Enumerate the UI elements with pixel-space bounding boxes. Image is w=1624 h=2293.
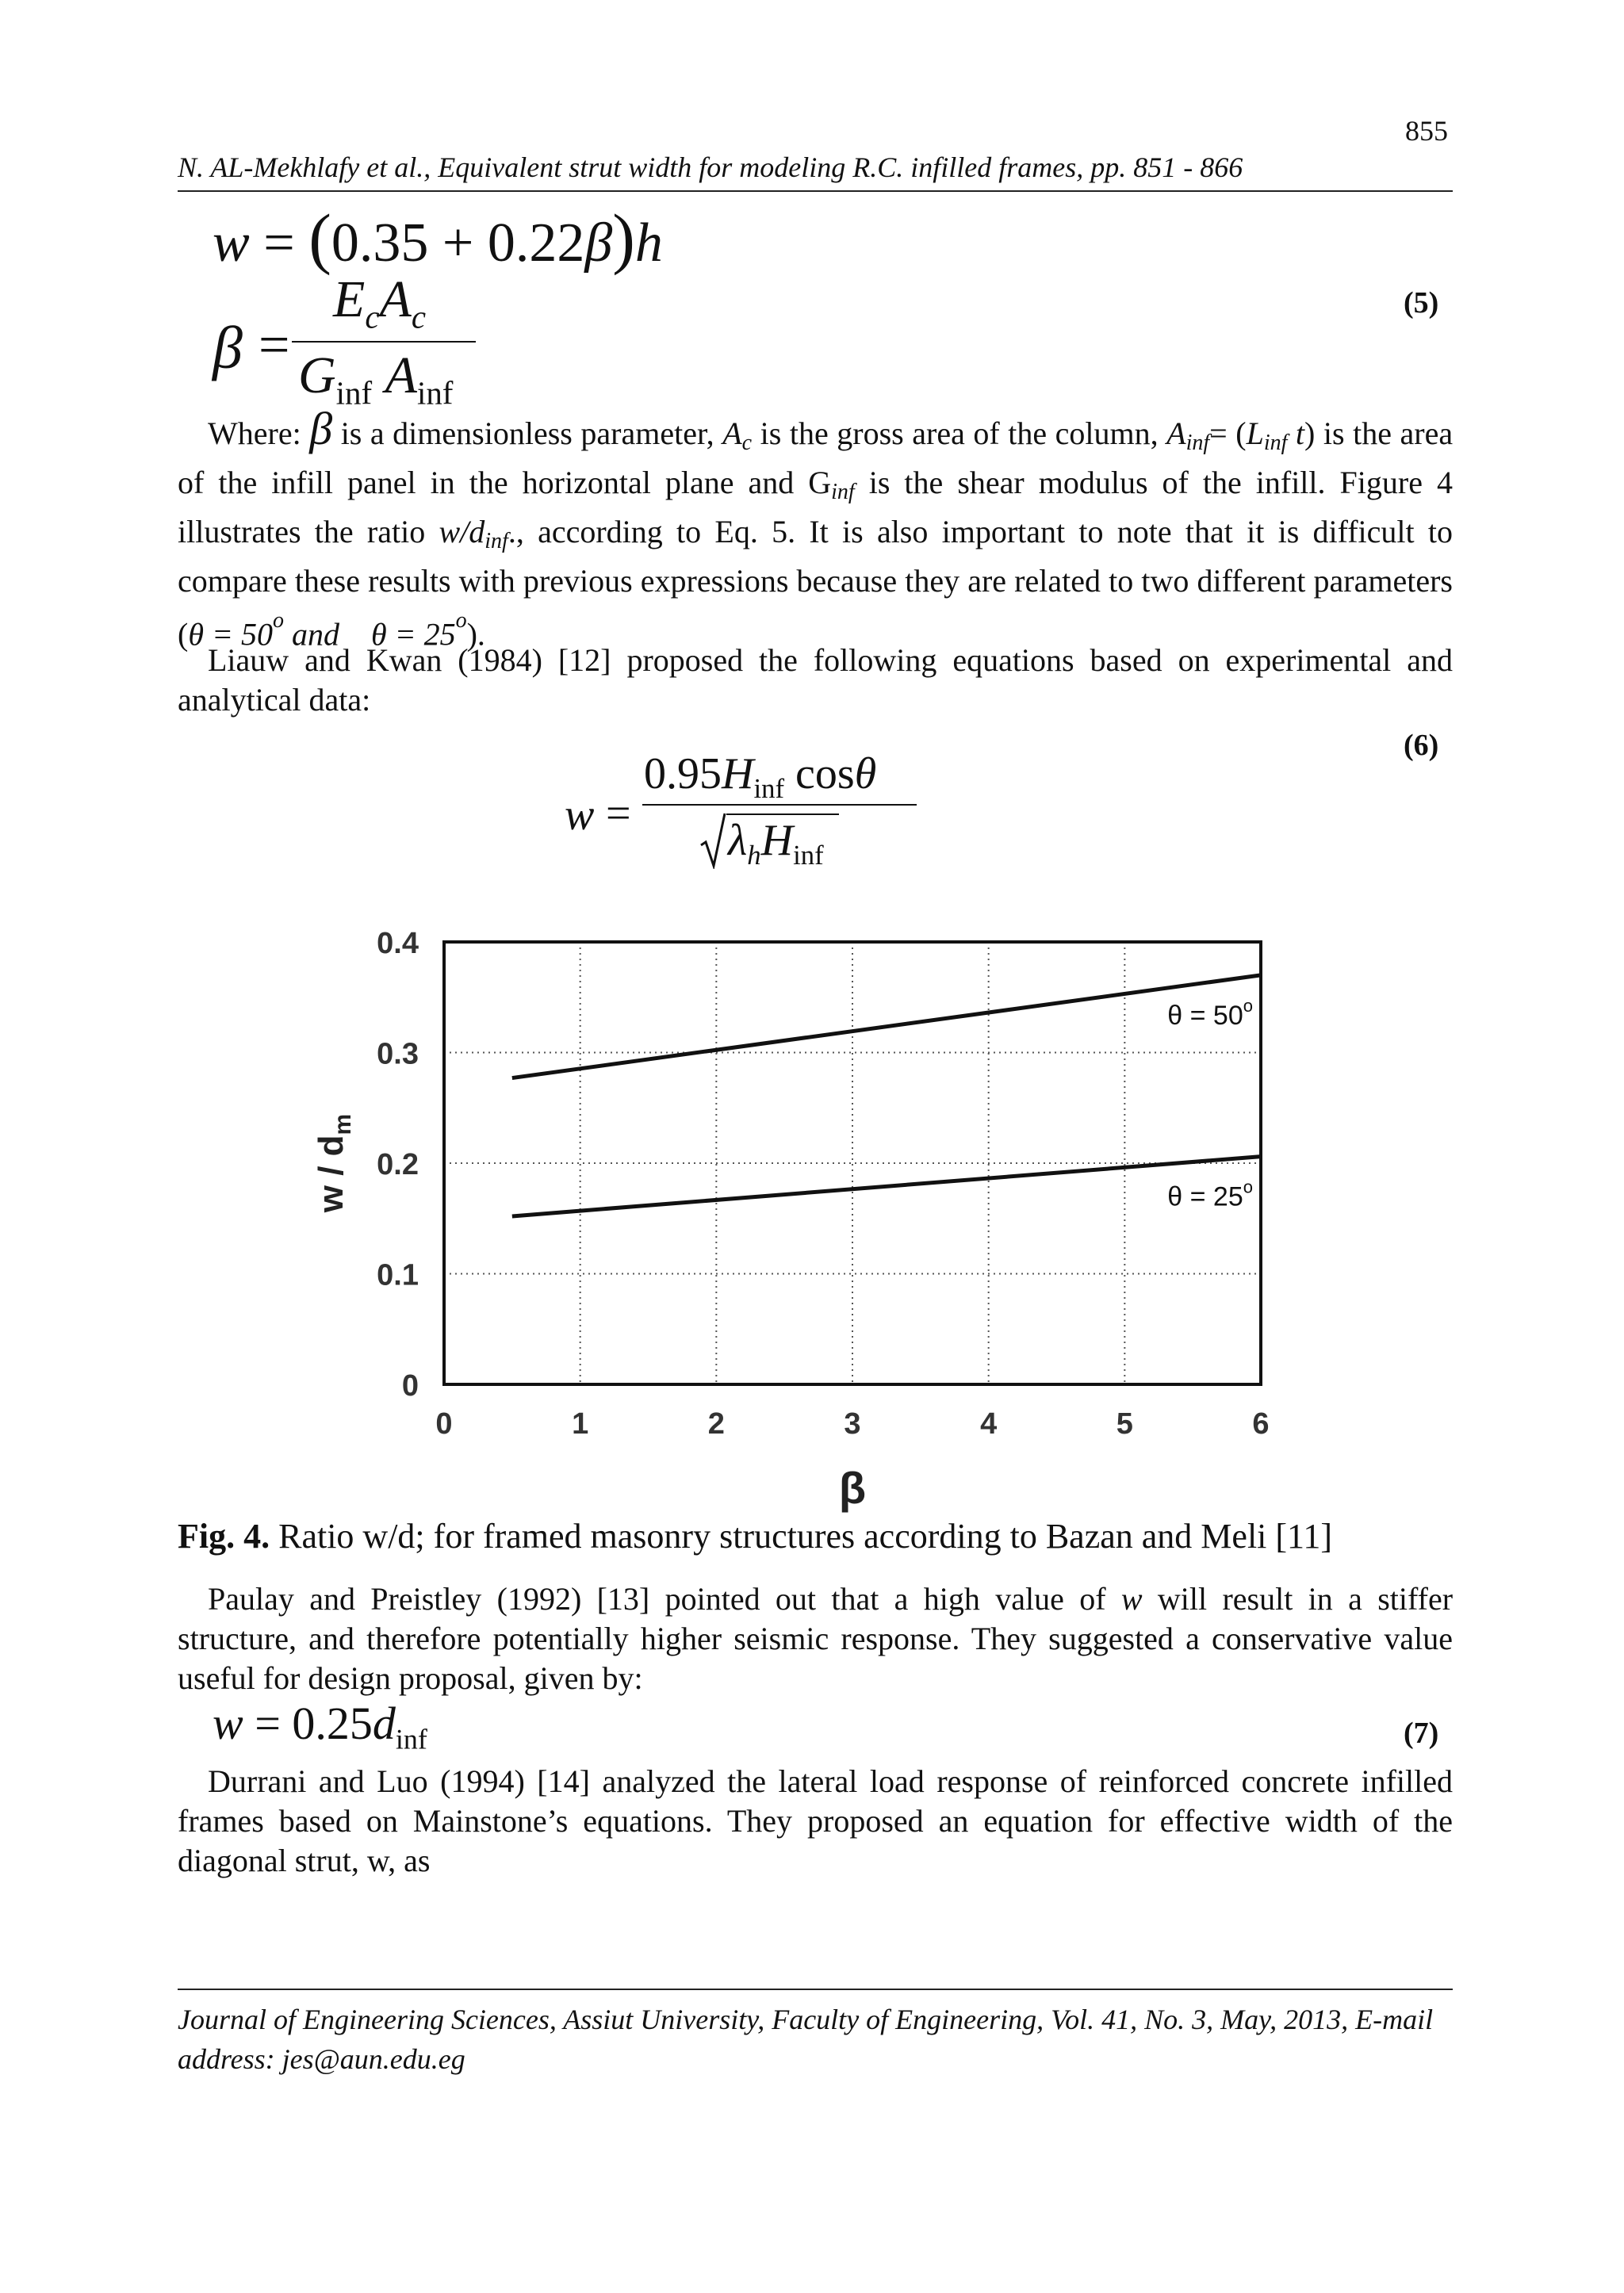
para1-theta1: θ = 50 [188, 616, 273, 653]
x-tick-label-1: 1 [572, 1407, 589, 1441]
para1-beta: β [309, 403, 333, 454]
para1-Linf: L [1246, 415, 1264, 451]
para3-text-1: Paulay and Preistley (1992) [13] pointed out that a high value of [208, 1581, 1106, 1617]
y-tick-label-0: 0 [401, 1369, 419, 1403]
eq5-w: w [213, 212, 250, 274]
x-tick-label-5: 5 [1116, 1407, 1133, 1441]
eq6-H-sub: inf [753, 773, 785, 805]
eq6-H: H [722, 749, 754, 798]
figure-4-caption [178, 1516, 1454, 1556]
eq5-plus: + [442, 212, 474, 274]
eq5b-E: E [333, 270, 366, 328]
eq5b-A: A [379, 270, 412, 328]
page-number: 855 [1405, 115, 1448, 147]
eq5b-A2-sub: inf [416, 375, 454, 412]
para1-theta2: θ = 25 [370, 616, 456, 653]
y-tick-label-4: 0.4 [377, 927, 419, 960]
para1-ratio: w/d [439, 514, 485, 549]
header-rule [178, 190, 1453, 192]
paragraph-paulay-preistley [178, 1579, 1453, 1698]
footer-journal-info: Journal of Engineering Sciences, Assiut University, Faculty of Engineering, Vol. 41, No. 3, May, 2013, E-mail address: jes@aun.edu.eg [178, 2004, 1434, 2075]
equation-number-5: (5) [1404, 286, 1439, 320]
series-label-degree-1: o [1243, 1177, 1253, 1197]
para1-text-2: is the gross area of the column, [760, 415, 1159, 451]
eq6-lambda: λ [728, 816, 748, 865]
y-axis-label-sub: m [330, 1113, 356, 1135]
series-label-0: $\theta = 50^o$ [1167, 995, 1253, 1031]
para3-text-2: will result in a stiffer structure, and therefore potentially higher seismic response. They suggested a conservative value useful for design proposal, given by: [178, 1581, 1454, 1696]
x-tick-label-6: 6 [1252, 1407, 1270, 1441]
eq6-cos: cos [795, 749, 855, 798]
caption-text: Ratio w/d; for framed masonry structures according to Bazan and Meli [11] [278, 1517, 1333, 1556]
eq5-equals: = [263, 212, 295, 274]
eq7-coef: 0.25 [292, 1698, 373, 1749]
y-axis-label: w / $d_m$ [312, 1113, 356, 1213]
para1-text-3: = ( [1209, 415, 1247, 451]
eq7-equals: = [255, 1698, 281, 1749]
eq6-coef: 0.95 [644, 749, 722, 798]
series-label-1: $\theta = 25^o$ [1167, 1177, 1253, 1212]
para3-w: w [1120, 1581, 1143, 1617]
eq6-w: w [565, 790, 595, 840]
para1-Ac-sub: c [741, 431, 753, 455]
x-tick-label-4: 4 [980, 1407, 998, 1441]
eq5-h: h [634, 212, 663, 274]
x-axis-label: β [838, 1463, 867, 1513]
running-header: N. AL-Mekhlafy et al., Equivalent strut width for modeling R.C. infilled frames, pp. 851 - 866 [178, 151, 1243, 183]
eq6-H2: H [760, 816, 794, 865]
para1-where: Where: [208, 415, 301, 451]
eq5-c1: 0.35 [331, 212, 429, 274]
y-tick-label-3: 0.3 [377, 1037, 419, 1071]
eq6-numerator [644, 748, 876, 805]
eq7-w: w [213, 1698, 243, 1749]
equation-5-beta [213, 270, 482, 412]
x-tick-label-2: 2 [707, 1407, 725, 1441]
para1-text-6: ., according to Eq. 5. It is also important to note that it is difficult to compare these results with previous expressions because they are related to two different parameters ( [178, 514, 1454, 653]
eq6-equals: = [606, 789, 631, 838]
para1-text-5: is the shear modulus of the infill. Figure 4 illustrates the ratio [178, 465, 1453, 549]
eq5b-numerator [333, 270, 426, 335]
x-tick-label-0: 0 [435, 1407, 453, 1441]
para1-Linf-sub: inf [1263, 431, 1288, 455]
para1-text-7: ). [466, 616, 485, 653]
eq5-close-paren: ) [612, 200, 635, 276]
equation-number-7: (7) [1404, 1717, 1439, 1750]
paragraph-durrani-luo: Durrani and Luo (1994) [14] analyzed the lateral load response of reinforced concrete infilled frames based on Mainstone’s equations. They proposed an equation for effective width of the diagonal strut, w, as [178, 1763, 1453, 1878]
para1-text-4: ) is the area of the infill panel in the horizontal plane and G [178, 415, 1454, 500]
equation-5-strut-width [213, 198, 663, 278]
para1-Ac: A [722, 415, 742, 451]
paragraph-beta-definition [178, 403, 1454, 654]
caption-label: Fig. 4. [178, 1517, 270, 1556]
eq6-lambda-sub: h [747, 840, 761, 871]
para1-t: t [1295, 415, 1305, 451]
eq5b-E-sub: c [365, 299, 380, 335]
eq6-sqrt-icon [699, 812, 726, 869]
eq6-theta: θ [854, 749, 877, 798]
eq5b-denominator [298, 346, 453, 412]
equation-number-6: (6) [1404, 729, 1439, 762]
equation-6-liauw-kwan [565, 748, 937, 891]
eq5-beta: β [584, 212, 613, 274]
paragraph-liauw-kwan: Liauw and Kwan (1984) [12] proposed the following equations based on experimental and analytical data: [178, 642, 1453, 718]
eq5b-A-sub: c [411, 299, 426, 335]
para1-Ainf-sub: inf [1185, 431, 1210, 455]
eq7-d-sub: inf [395, 1723, 427, 1755]
para1-text-1: is a dimensionless parameter, [340, 415, 714, 451]
y-tick-label-2: 0.2 [377, 1148, 419, 1181]
para1-Ainf: A [1166, 415, 1186, 451]
eq6-denominator [728, 815, 824, 871]
eq5-c2: 0.22 [487, 212, 585, 274]
series-label-degree-0: o [1243, 995, 1253, 1016]
eq7-d: d [372, 1698, 396, 1749]
eq5b-beta: β [213, 315, 243, 381]
equation-7 [213, 1697, 427, 1756]
footer-rule [178, 1989, 1453, 1990]
eq5b-fraction-bar [292, 341, 476, 343]
para1-ratio-sub: inf [485, 529, 508, 553]
eq5b-G-sub: inf [335, 375, 373, 412]
y-tick-label-1: 0.1 [377, 1258, 419, 1292]
series-line-1 [512, 1157, 1261, 1216]
para1-deg1: o [272, 608, 284, 633]
eq5b-equals: = [259, 315, 290, 376]
eq5-open-paren: ( [308, 200, 331, 276]
eq5b-A2: A [385, 346, 417, 404]
para1-deg2: o [455, 608, 467, 633]
figure-4-chart [285, 912, 1316, 1514]
para1-and: and [291, 616, 339, 653]
eq5b-G: G [298, 346, 336, 404]
series-line-0 [512, 975, 1261, 1078]
eq6-fraction-bar [642, 804, 917, 806]
para1-Ginf-sub: inf [831, 480, 855, 504]
x-tick-label-3: 3 [844, 1407, 861, 1441]
eq6-H2-sub: inf [793, 840, 824, 871]
